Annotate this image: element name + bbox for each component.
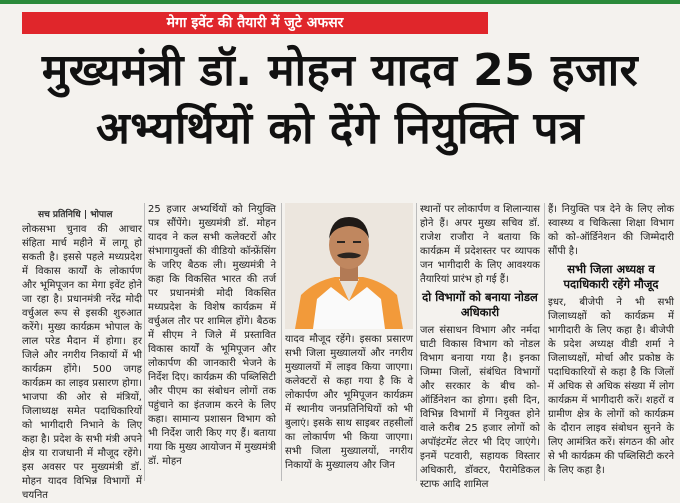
column-divider (544, 203, 545, 481)
article-column-1 (22, 223, 142, 501)
article-paragraph: जल संसाधन विभाग और नर्मदा घाटी विकास विभाग को नोडल विभाग बनाया गया है। इनका जिम्मा जिलों, संबंधित विभागों और सरकार के बीच को-ऑर्डिनेशन का होगा। इसी दिन, विभिन्न विभागों में नियुक्त होने वाले करीब 25 हजार लोगों को अपॉइंटमेंट लेटर भी दिए जाएंगे। इनमें पटवारी, सहायक विस्तार अधिकारी, डॉक्टर, पैरामेडिकल स्टाफ आदि शामिल (420, 325, 540, 490)
article-paragraph: लोकसभा चुनाव की आचार संहिता मार्च महीने में लागू हो सकती है। इससे पहले मध्यप्रदेश में विकास कार्यों के लोकार्पण और भूमिपूजन का मेगा इवेंट होने जा रहा है। प्रधानमंत्री नरेंद्र मोदी वर्चुअल रूप से इसकी शुरुआत करेंगे। मुख्य कार्यक्रम भोपाल के लाल परेड मैदान में होगा। हर जिले और नगरीय निकायों में भी कार्यक्रम होंगे। 500 जगह कार्यक्रम का लाइव प्रसारण होगा। भाजपा की ओर से मंत्रियों, जिलाध्यक्ष समेत पदाधिकारियों को भागीदारी निभाने के लिए कहा है। प्रदेश के सभी मंत्री अपने क्षेत्र या राजधानी में मौजूद रहेंगे। इस अवसर पर मुख्यमंत्री डॉ. मोहन यादव विभिन्न विभागों में चयनित (22, 224, 142, 501)
article-paragraph: इधर, बीजेपी ने भी सभी जिलाध्यक्षों को कार्यक्रम में भागीदारी के लिए कहा है। बीजेपी के प्रदेश अध्यक्ष वीडी शर्मा ने जिलाध्यक्षों, मोर्चा और प्रकोष्ठ के पदाधिकारियों से कहा है कि जिलों में अधिक से अधिक संख्या में लोग कार्यक्रम में भागीदारी करें। शहरों व ग्रामीण क्षेत्र के लोगों को कार्यक्रम के दौरान लाइव संबोधन सुनने के लिए आमंत्रित करें। संगठन की ओर से भी कार्यक्रम की पब्लिसिटी करने के लिए कहा है। (548, 297, 674, 476)
article-paragraph: यादव मौजूद रहेंगे। इसका प्रसारण सभी जिला मुख्यालयों और नगरीय मुख्यालयों में लाइव किया जाएगा। कलेक्टरों से कहा गया है कि वे लोकार्पण और भूमिपूजन कार्यक्रम में स्थानीय जनप्रतिनिधियों को भी बुलाएं। इसके साथ साइबर तहसीलों का लोकार्पण भी किया जाएगा। सभी जिला मुख्यालयों, नगरीय निकायों के मुख्यालय और जिन (285, 334, 413, 471)
column-divider (281, 203, 282, 481)
subheading-nodal-officer: दो विभागों को बनाया नोडल अधिकारी (422, 290, 538, 319)
article-column-3 (285, 333, 413, 481)
subheading-district-presidents: सभी जिला अध्यक्ष व पदाधिकारी रहेंगे मौजूद (563, 262, 659, 291)
headline (0, 42, 680, 158)
top-color-strip (0, 0, 680, 4)
column-divider (144, 203, 145, 481)
article-column-5 (548, 203, 674, 481)
headline-line-1: मुख्यमंत्री डॉ. मोहन यादव 25 हजार (41, 45, 639, 96)
article-paragraph: हैं। नियुक्ति पत्र देने के लिए लोक स्वास्थ्य व चिकित्सा शिक्षा विभाग को को-ऑर्डिनेशन की जिम्मेदारी सौंपी है। (548, 204, 674, 257)
article-column-2 (148, 203, 276, 481)
column-divider (416, 203, 417, 481)
article-paragraph: 25 हजार अभ्यर्थियों को नियुक्ति पत्र सौंपेंगे। मुख्यमंत्री डॉ. मोहन यादव ने कल सभी कलेक्टरों और संभागायुक्तों की वीडियो कॉन्फ्रेंसिंग के जरिए बैठक ली। मुख्यमंत्री ने कहा कि विकसित भारत की तर्ज पर प्रधानमंत्री मोदी विकसित मध्यप्रदेश के विशेष कार्यक्रम में वर्चुअल तौर पर शामिल होंगे। बैठक में सीएम ने जिले में प्रस्तावित विकास कार्यों के भूमिपूजन और लोकार्पण की जानकारी भेजने के निर्देश दिए। कार्यक्रम की पब्लिसिटी और पीएम का संबोधन लोगों तक पहुंचाने का इंतजाम करने के लिए कहा। सामान्य प्रशासन विभाग को भी निर्देश जारी किए गए हैं। बताया गया कि मुख्य आयोजन में मुख्यमंत्री डॉ. मोहन (148, 204, 276, 467)
headline-line-2: अभ्यर्थियों को देंगे नियुक्ति पत्र (96, 103, 584, 154)
chief-minister-photo (285, 203, 413, 329)
article-column-4 (420, 203, 540, 490)
kicker-banner: मेगा इवेंट की तैयारी में जुटे अफसर (22, 12, 488, 34)
article-paragraph: स्थानों पर लोकार्पण व शिलान्यास होने हैं। अपर मुख्य सचिव डॉ. राजेश राजौरा ने बताया कि कार्यक्रम में प्रदेशस्तर पर व्यापक जन भागीदारी के लिए आवश्यक तैयारियां प्रारंभ हो गई हैं। (420, 204, 540, 285)
portrait-illustration (285, 203, 413, 329)
byline: सच प्रतिनिधि | भोपाल (38, 210, 113, 220)
